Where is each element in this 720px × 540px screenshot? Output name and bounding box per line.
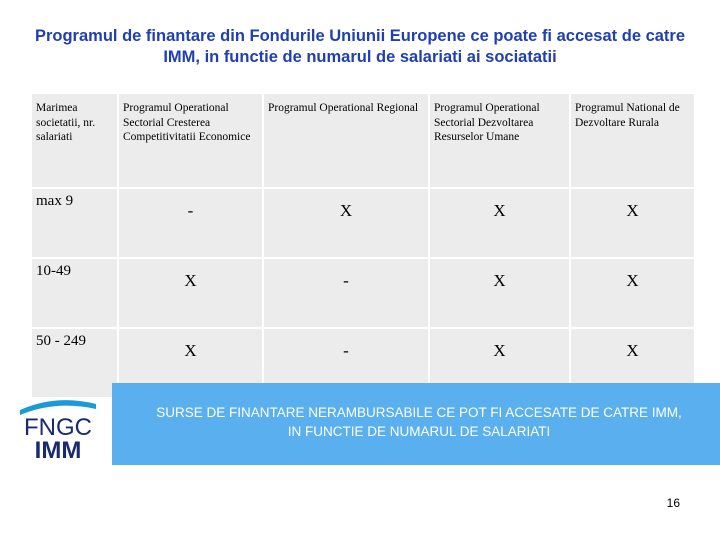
banner-text: SURSE DE FINANTARE NERAMBURSABILE CE POT FI ACCESATE DE CATRE IMM, IN FUNCTIE DE NUMARUL DE SALARIATI — [156, 405, 682, 439]
table-header-row — [31, 93, 695, 188]
header-posccce: Programul Operational Sectorial Cresterea Competitivitatii Economice — [118, 93, 263, 188]
header-posdru: Programul Operational Sectorial Dezvoltarea Resurselor Umane — [429, 93, 570, 188]
table-cell: - — [263, 328, 429, 398]
logo-wave-icon — [20, 400, 96, 415]
page-title: Programul de finantare din Fondurile Uniunii Europene ce poate fi accesat de catre IMM, in functie de numarul de salariati ai sociatatii — [34, 27, 686, 66]
table-cell: X — [429, 258, 570, 328]
table-row — [31, 188, 695, 258]
row-label: 10-49 — [31, 258, 118, 328]
table-cell: X — [570, 328, 695, 398]
fngc-imm-logo — [8, 390, 108, 462]
table-cell: X — [118, 328, 263, 398]
logo-line2: IMM — [34, 437, 82, 462]
funding-table — [30, 92, 696, 399]
header-por: Programul Operational Regional — [263, 93, 429, 188]
page-number: 16 — [666, 496, 680, 510]
logo-line1: FNGC — [24, 414, 92, 441]
row-label: max 9 — [31, 188, 118, 258]
table-cell: X — [570, 188, 695, 258]
table-cell: X — [429, 328, 570, 398]
table-cell: - — [118, 188, 263, 258]
table-cell: X — [429, 188, 570, 258]
table-cell: - — [263, 258, 429, 328]
header-pndr: Programul National de Dezvoltare Rurala — [570, 93, 695, 188]
table-cell: X — [263, 188, 429, 258]
header-company-size: Marimea societatii, nr. salariati — [31, 93, 118, 188]
row-label: 50 - 249 — [31, 328, 118, 398]
table-cell: X — [118, 258, 263, 328]
table-cell: X — [570, 258, 695, 328]
table-row — [31, 258, 695, 328]
